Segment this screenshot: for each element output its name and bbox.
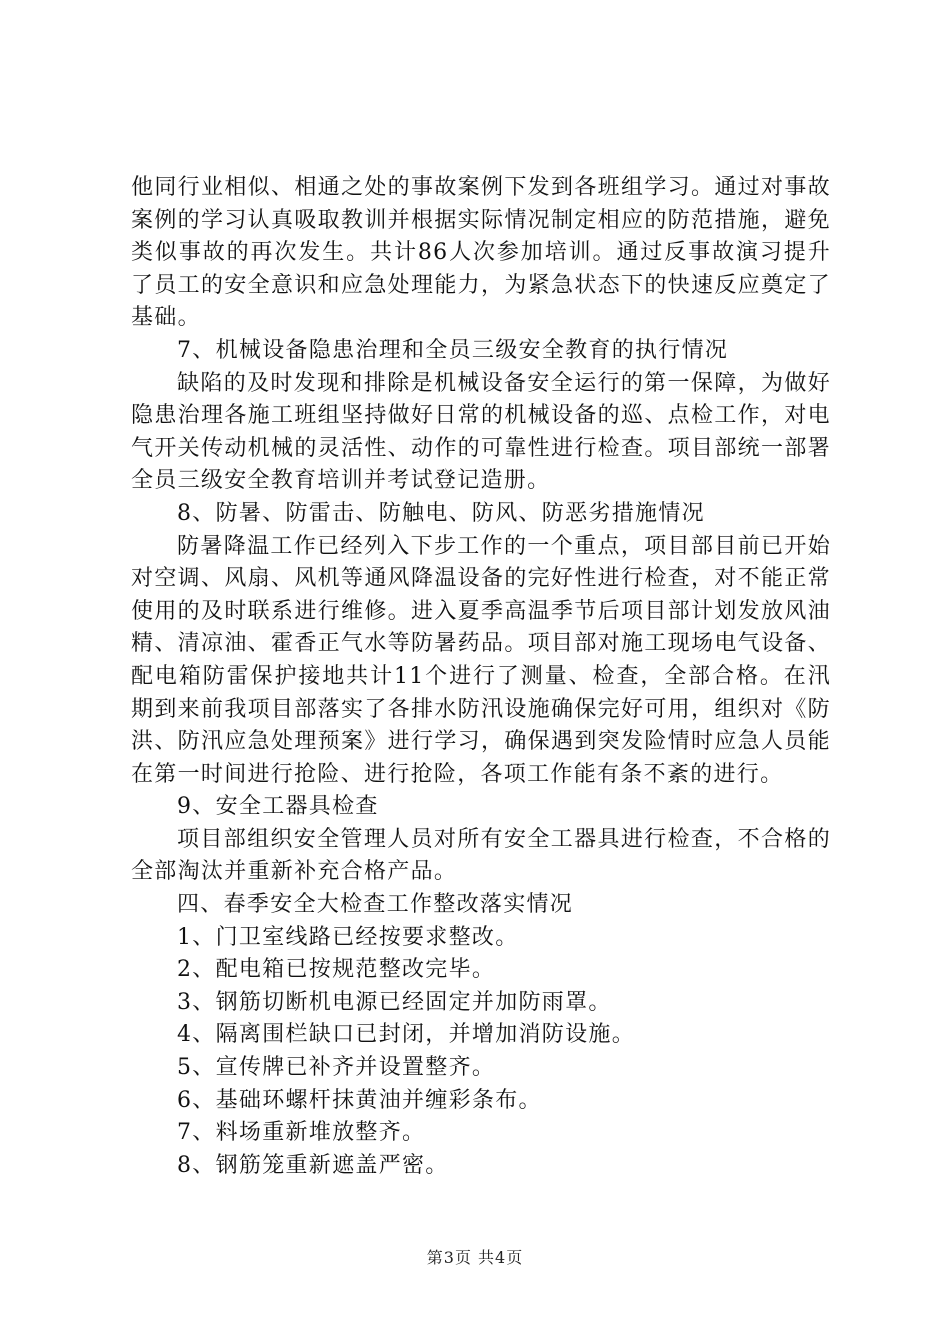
page-number-footer: 第3页 共4页 <box>426 1248 524 1267</box>
section-heading-8: 8、防暑、防雷击、防触电、防风、防恶劣措施情况 <box>177 500 705 526</box>
section-heading-4: 四、春季安全大检查工作整改落实情况 <box>177 892 574 918</box>
section-heading-9: 9、安全工器具检查 <box>177 794 379 820</box>
paragraph-heat-prevention: 防暑降温工作已经列入下步工作的一个重点，项目部目前已开始对空调、风扇、风机等通风降温设备的完好性进行检查，对不能正常使用的及时联系进行维修。进入夏季高温季节后项目部计划发放风油精、清凉油、霍香正气水等防暑药品。项目部对施工现场电气设备、配电箱防雷保护接地共计11个进行了测量、检查，全部合格。在汛期到来前我项目部落实了各排水防汛设施确保完好可用，组织对《防洪、防汛应急处理预案》进行学习，确保遇到突发险情时应急人员能在第一时间进行抢险、进行抢险，各项工作能有条不紊的进行。 <box>131 533 831 787</box>
paragraph-machinery: 缺陷的及时发现和排除是机械设备安全运行的第一保障，为做好隐患治理各施工班组坚持做好日常的机械设备的巡、点检工作，对电气开关传动机械的灵活性、动作的可靠性进行检查。项目部统一部署全员三级安全教育培训并考试登记造册。 <box>131 370 831 494</box>
section-heading-7: 7、机械设备隐患治理和全员三级安全教育的执行情况 <box>177 337 729 363</box>
list-item: 2、配电箱已按规范整改完毕。 <box>177 957 496 983</box>
paragraph-continuation: 他同行业相似、相通之处的事故案例下发到各班组学习。通过对事故案例的学习认真吸取教训并根据实际情况制定相应的防范措施，避免类似事故的再次发生。共计86人次参加培训。通过反事故演习提升了员工的安全意识和应急处理能力，为紧急状态下的快速反应奠定了基础。 <box>131 175 831 331</box>
document-body <box>131 172 831 1182</box>
paragraph-tools-inspection: 项目部组织安全管理人员对所有安全工器具进行检查，不合格的全部淘汰并重新补充合格产品。 <box>131 826 831 885</box>
list-item: 8、钢筋笼重新遮盖严密。 <box>177 1152 449 1178</box>
list-item: 6、基础环螺杆抹黄油并缠彩条布。 <box>177 1087 542 1113</box>
list-item: 7、料场重新堆放整齐。 <box>177 1120 426 1146</box>
list-item: 1、门卫室线路已经按要求整改。 <box>177 924 519 950</box>
list-item: 4、隔离围栏缺口已封闭，并增加消防设施。 <box>177 1022 635 1048</box>
list-item: 3、钢筋切断机电源已经固定并加防雨罩。 <box>177 989 612 1015</box>
list-item: 5、宣传牌已补齐并设置整齐。 <box>177 1055 496 1081</box>
